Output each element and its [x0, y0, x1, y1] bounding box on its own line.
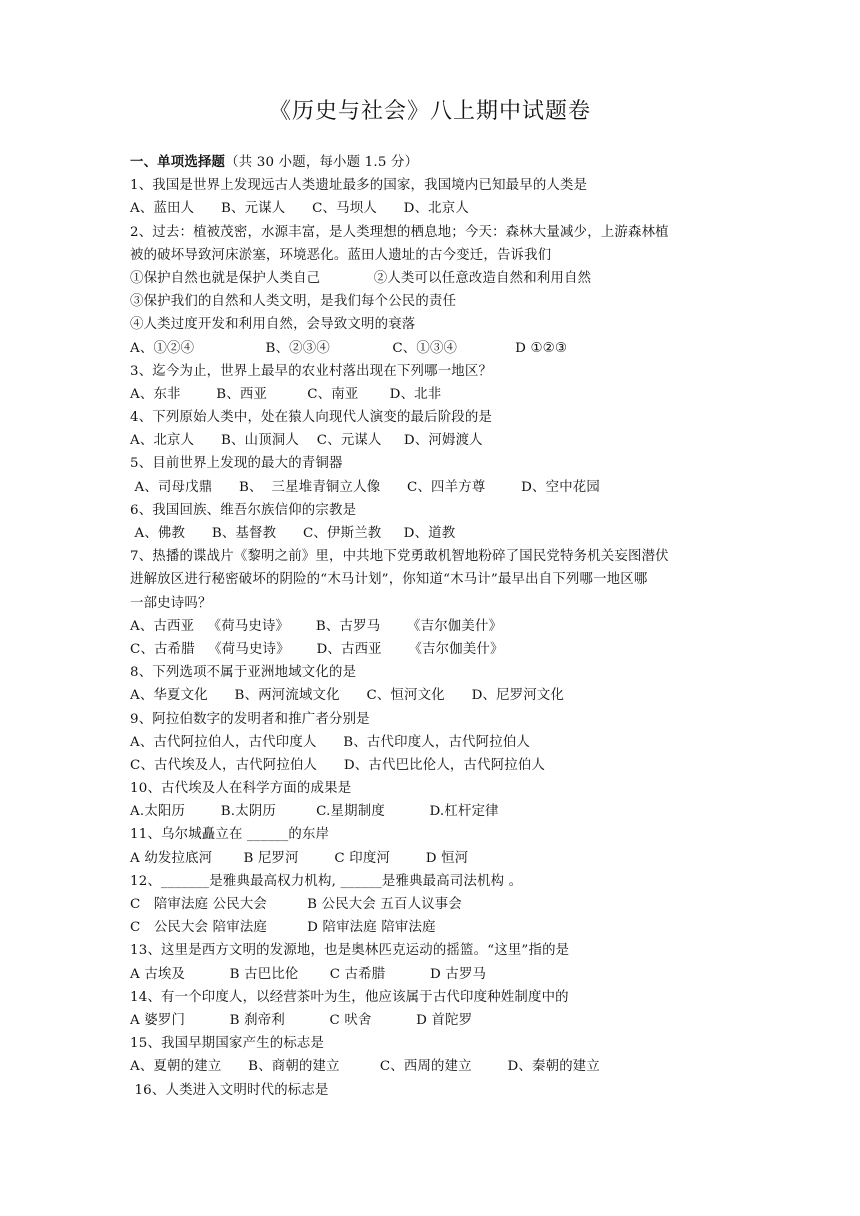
question-line: 2、过去：植被茂密，水源丰富，是人类理想的栖息地；今天：森林大量减少，上游森林植	[130, 224, 669, 240]
exam-title: 《历史与社会》八上期中试题卷	[268, 99, 591, 124]
question-line: ④人类过度开发和利用自然，会导致文明的衰落	[130, 317, 416, 333]
question-line: A、①②④ B、②③④ C、①③④ D ①②③	[130, 340, 568, 356]
question-line: A、蓝田人 B、元谋人 C、马坝人 D、北京人	[130, 201, 469, 217]
question-line: 5、目前世界上发现的最大的青铜器	[130, 456, 343, 472]
question-line: ①保护自然也就是保护人类自己 ②人类可以任意改造自然和利用自然	[130, 270, 592, 286]
question-line: 一部史诗吗？	[130, 595, 212, 611]
question-line: 15、我国早期国家产生的标志是	[130, 1036, 325, 1052]
section-heading-note: （共 30 小题，每小题 1.5 分）	[225, 155, 419, 170]
question-line: A、司母戊鼎 B、 三星堆青铜立人像 C、四羊方尊 D、空中花园	[130, 479, 600, 495]
question-line: C 公民大会 陪审法庭 D 陪审法庭 陪审法庭	[130, 920, 436, 936]
question-line: 6、我国回族、维吾尔族信仰的宗教是	[130, 502, 357, 518]
question-line: A、东非 B、西亚 C、南亚 D、北非	[130, 386, 442, 402]
question-line: A、古西亚 《荷马史诗》 B、古罗马 《吉尔伽美什》	[130, 618, 503, 634]
question-line: 13、这里是西方文明的发源地，也是奥林匹克运动的摇篮。“这里”指的是	[130, 943, 570, 959]
question-line: C、古代埃及人，古代阿拉伯人 D、古代巴比伦人，古代阿拉伯人	[130, 757, 546, 773]
question-line: C 陪审法庭 公民大会 B 公民大会 五百人议事会	[130, 897, 462, 912]
question-line: A、佛教 B、基督教 C、伊斯兰教 D、道教	[130, 526, 456, 541]
question-line: 7、热播的谍战片《黎明之前》里，中共地下党勇敢机智地粉碎了国民党特务机关妄图潜伏	[130, 549, 669, 565]
section-heading-label: 一、单项选择题	[130, 154, 226, 170]
question-line: ③保护我们的自然和人类文明，是我们每个公民的责任	[130, 294, 457, 310]
question-line: 进解放区进行秘密破坏的阴险的“木马计划”，你知道“木马计”最早出自下列哪一地区哪	[130, 572, 648, 588]
question-line: 9、阿拉伯数字的发明者和推广者分别是	[130, 711, 370, 727]
question-line: A.太阳历 B.太阴历 C.星期制度 D.杠杆定律	[130, 804, 499, 820]
question-line: 10、古代埃及人在科学方面的成果是	[130, 781, 352, 797]
question-line: A、北京人 B、山顶洞人 C、元谋人 D、河姆渡人	[130, 433, 483, 449]
question-line: A、华夏文化 B、两河流域文化 C、恒河文化 D、尼罗河文化	[130, 688, 565, 704]
question-line: A 古埃及 B 古巴比伦 C 古希腊 D 古罗马	[130, 966, 487, 982]
question-line: A 婆罗门 B 刹帝利 C 吠舍 D 首陀罗	[130, 1012, 473, 1028]
question-line: A、古代阿拉伯人，古代印度人 B、古代印度人，古代阿拉伯人	[130, 734, 531, 750]
question-line: C、古希腊 《荷马史诗》 D、古西亚 《吉尔伽美什》	[130, 641, 504, 657]
question-line: 4、下列原始人类中，处在猿人向现代人演变的最后阶段的是	[130, 410, 493, 426]
question-line: 11、乌尔城矗立在 ______的东岸	[130, 827, 330, 843]
section-heading	[130, 151, 730, 174]
exam-content	[130, 151, 730, 1102]
question-line: 被的破坏导致河床淤塞，环境恶化。蓝田人遗址的古今变迁，告诉我们	[130, 247, 552, 263]
question-line: 8、下列选项不属于亚洲地域文化的是	[130, 665, 357, 681]
question-line: 3、迄今为止，世界上最早的农业村落出现在下列哪一地区？	[130, 363, 493, 379]
question-line: 12、_______是雅典最高权力机构, ______是雅典最高司法机构 。	[130, 873, 523, 889]
question-line: A 幼发拉底河 B 尼罗河 C 印度河 D 恒河	[130, 850, 469, 866]
question-line: 16、人类进入文明时代的标志是	[130, 1082, 329, 1098]
question-line: 1、我国是世界上发现远古人类遗址最多的国家，我国境内已知最早的人类是	[130, 178, 588, 194]
question-line: A、夏朝的建立 B、商朝的建立 C、西周的建立 D、秦朝的建立	[130, 1059, 600, 1075]
question-line: 14、有一个印度人，以经营茶叶为生，他应该属于古代印度种姓制度中的	[130, 989, 569, 1005]
